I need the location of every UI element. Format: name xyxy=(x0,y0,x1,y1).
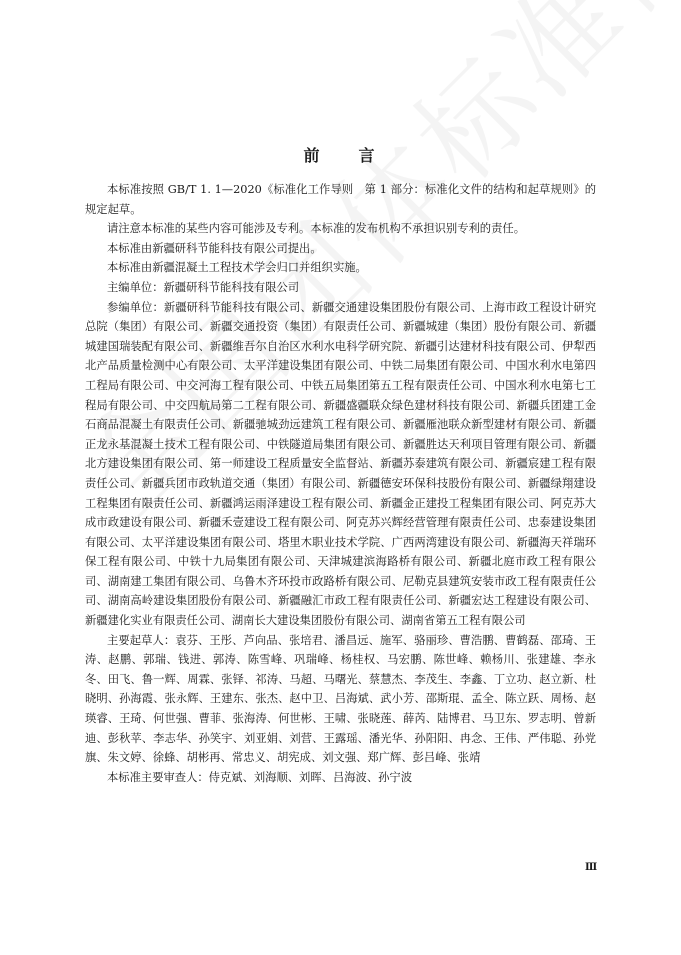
page-number: Ⅲ xyxy=(585,862,597,873)
title-char-2: 言 xyxy=(358,146,378,165)
page-title xyxy=(0,143,681,166)
paragraph-main-reviewers: 本标准主要审查人：侍克斌、刘海顺、刘晖、吕海波、孙宁波 xyxy=(107,770,413,784)
paragraph-main-drafters: 主要起草人：袁芬、王彤、芦向品、张培君、潘昌远、施军、骆丽珍、曹浩鹏、曹鹤磊、邵琦、王涛、赵鹏、郭瑞、钱进、郭涛、陈雪峰、巩瑞峰、杨桂权、马宏鹏、陈世峰、赖杨川、张建雄、李永冬、田飞、鲁一辉、周霖、张铎、祁涛、马超、马曙光、蔡慧杰、李茂生、李鑫、丁立功、赵立新、杜晓明、孙海霞、张永辉、王建东、张杰、赵中卫、吕海斌、武小芳、邵斯琨、孟全、陈立跃、周杨、赵瑛睿、王琦、何世强、曹菲、张海涛、何世彬、王啸、张晓莲、薛芮、陆博君、马卫东、罗志明、曾新迪、彭秋苹、李志华、孙笑宇、刘亚娟、刘营、王露瑶、潘光华、孙阳阳、冉念、王伟、严伟聪、孙党旗、朱文婷、徐蜂、胡彬再、常忠义、胡宪成、刘文强、郑广辉、彭吕峰、张靖 xyxy=(85,633,596,765)
paragraph-drafting-rules: 本标准按照 GB/T 1. 1—2020《标准化工作导则 第 1 部分：标准化文件的结构和起草规则》的规定起草。 xyxy=(85,183,596,216)
foreword-body xyxy=(85,180,596,787)
paragraph-participating-units: 参编单位：新疆研科节能科技有限公司、新疆交通建设集团股份有限公司、上海市政工程设计研究总院（集团）有限公司、新疆交通投资（集团）有限责任公司、新疆城建（集团）股份有限公司、新疆城建国瑞装配有限公司、新疆维吾尔自治区水利水电科学研究院、新疆引达建材科技有限公司、伊犁西北产品质量检测中心有限公司、太平洋建设集团有限公司、中铁二局集团有限公司、中国水利水电第四工程局有限公司、中交河海工程有限公司、中铁五局集团第五工程有限责任公司、中国水利水电第七工程局有限公司、中交四航局第二工程有限公司、新疆盛疆联众绿色建材科技有限公司、新疆兵团建工金石商品混凝土有限责任公司、新疆驰城劲远建筑工程有限公司、新疆雁池联众新型建材有限公司、新疆正龙永基混凝土技术工程有限公司、中铁隧道局集团有限公司、新疆胜达天利项目管理有限公司、新疆北方建设集团有限公司、第一师建设工程质量安全监督站、新疆苏泰建筑有限公司、新疆宸建工程有限责任公司、新疆兵团市政轨道交通（集团）有限公司、新疆德安环保科技股份有限公司、新疆绿翔建设工程集团有限责任公司、新疆鸿运雨泽建设工程有限公司、新疆金正建投工程集团有限公司、阿克苏大成市政建设有限公司、新疆禾壹建设工程有限公司、阿克苏兴辉经营管理有限责任公司、忠泰建设集团有限公司、太平洋建设集团有限公司、塔里木职业技术学院、广西两湾建设有限公司、新疆海天祥瑞环保工程有限公司、中铁十九局集团有限公司、天津城建滨海路桥有限公司、新疆北庭市政工程有限公司、湖南建工集团有限公司、乌鲁木齐环投市政路桥有限公司、尼勒克县建筑安装市政工程有限责任公司、湖南高岭建设集团股份有限公司、新疆融汇市政工程有限责任公司、新疆宏达工程建设有限公司、新疆建化实业有限责任公司、湖南长大建设集团股份有限公司、湖南省第五工程有限公司 xyxy=(85,300,596,628)
paragraph-proposer: 本标准由新疆研科节能科技有限公司提出。 xyxy=(107,241,322,255)
paragraph-patent-notice: 请注意本标准的某些内容可能涉及专利。本标准的发布机构不承担识别专利的责任。 xyxy=(107,222,525,236)
paragraph-centralized-unit: 本标准由新疆混凝土工程技术学会归口并组织实施。 xyxy=(107,261,367,275)
paragraph-chief-editor: 主编单位：新疆研科节能科技有限公司 xyxy=(107,280,300,294)
title-char-1: 前 xyxy=(303,146,323,165)
